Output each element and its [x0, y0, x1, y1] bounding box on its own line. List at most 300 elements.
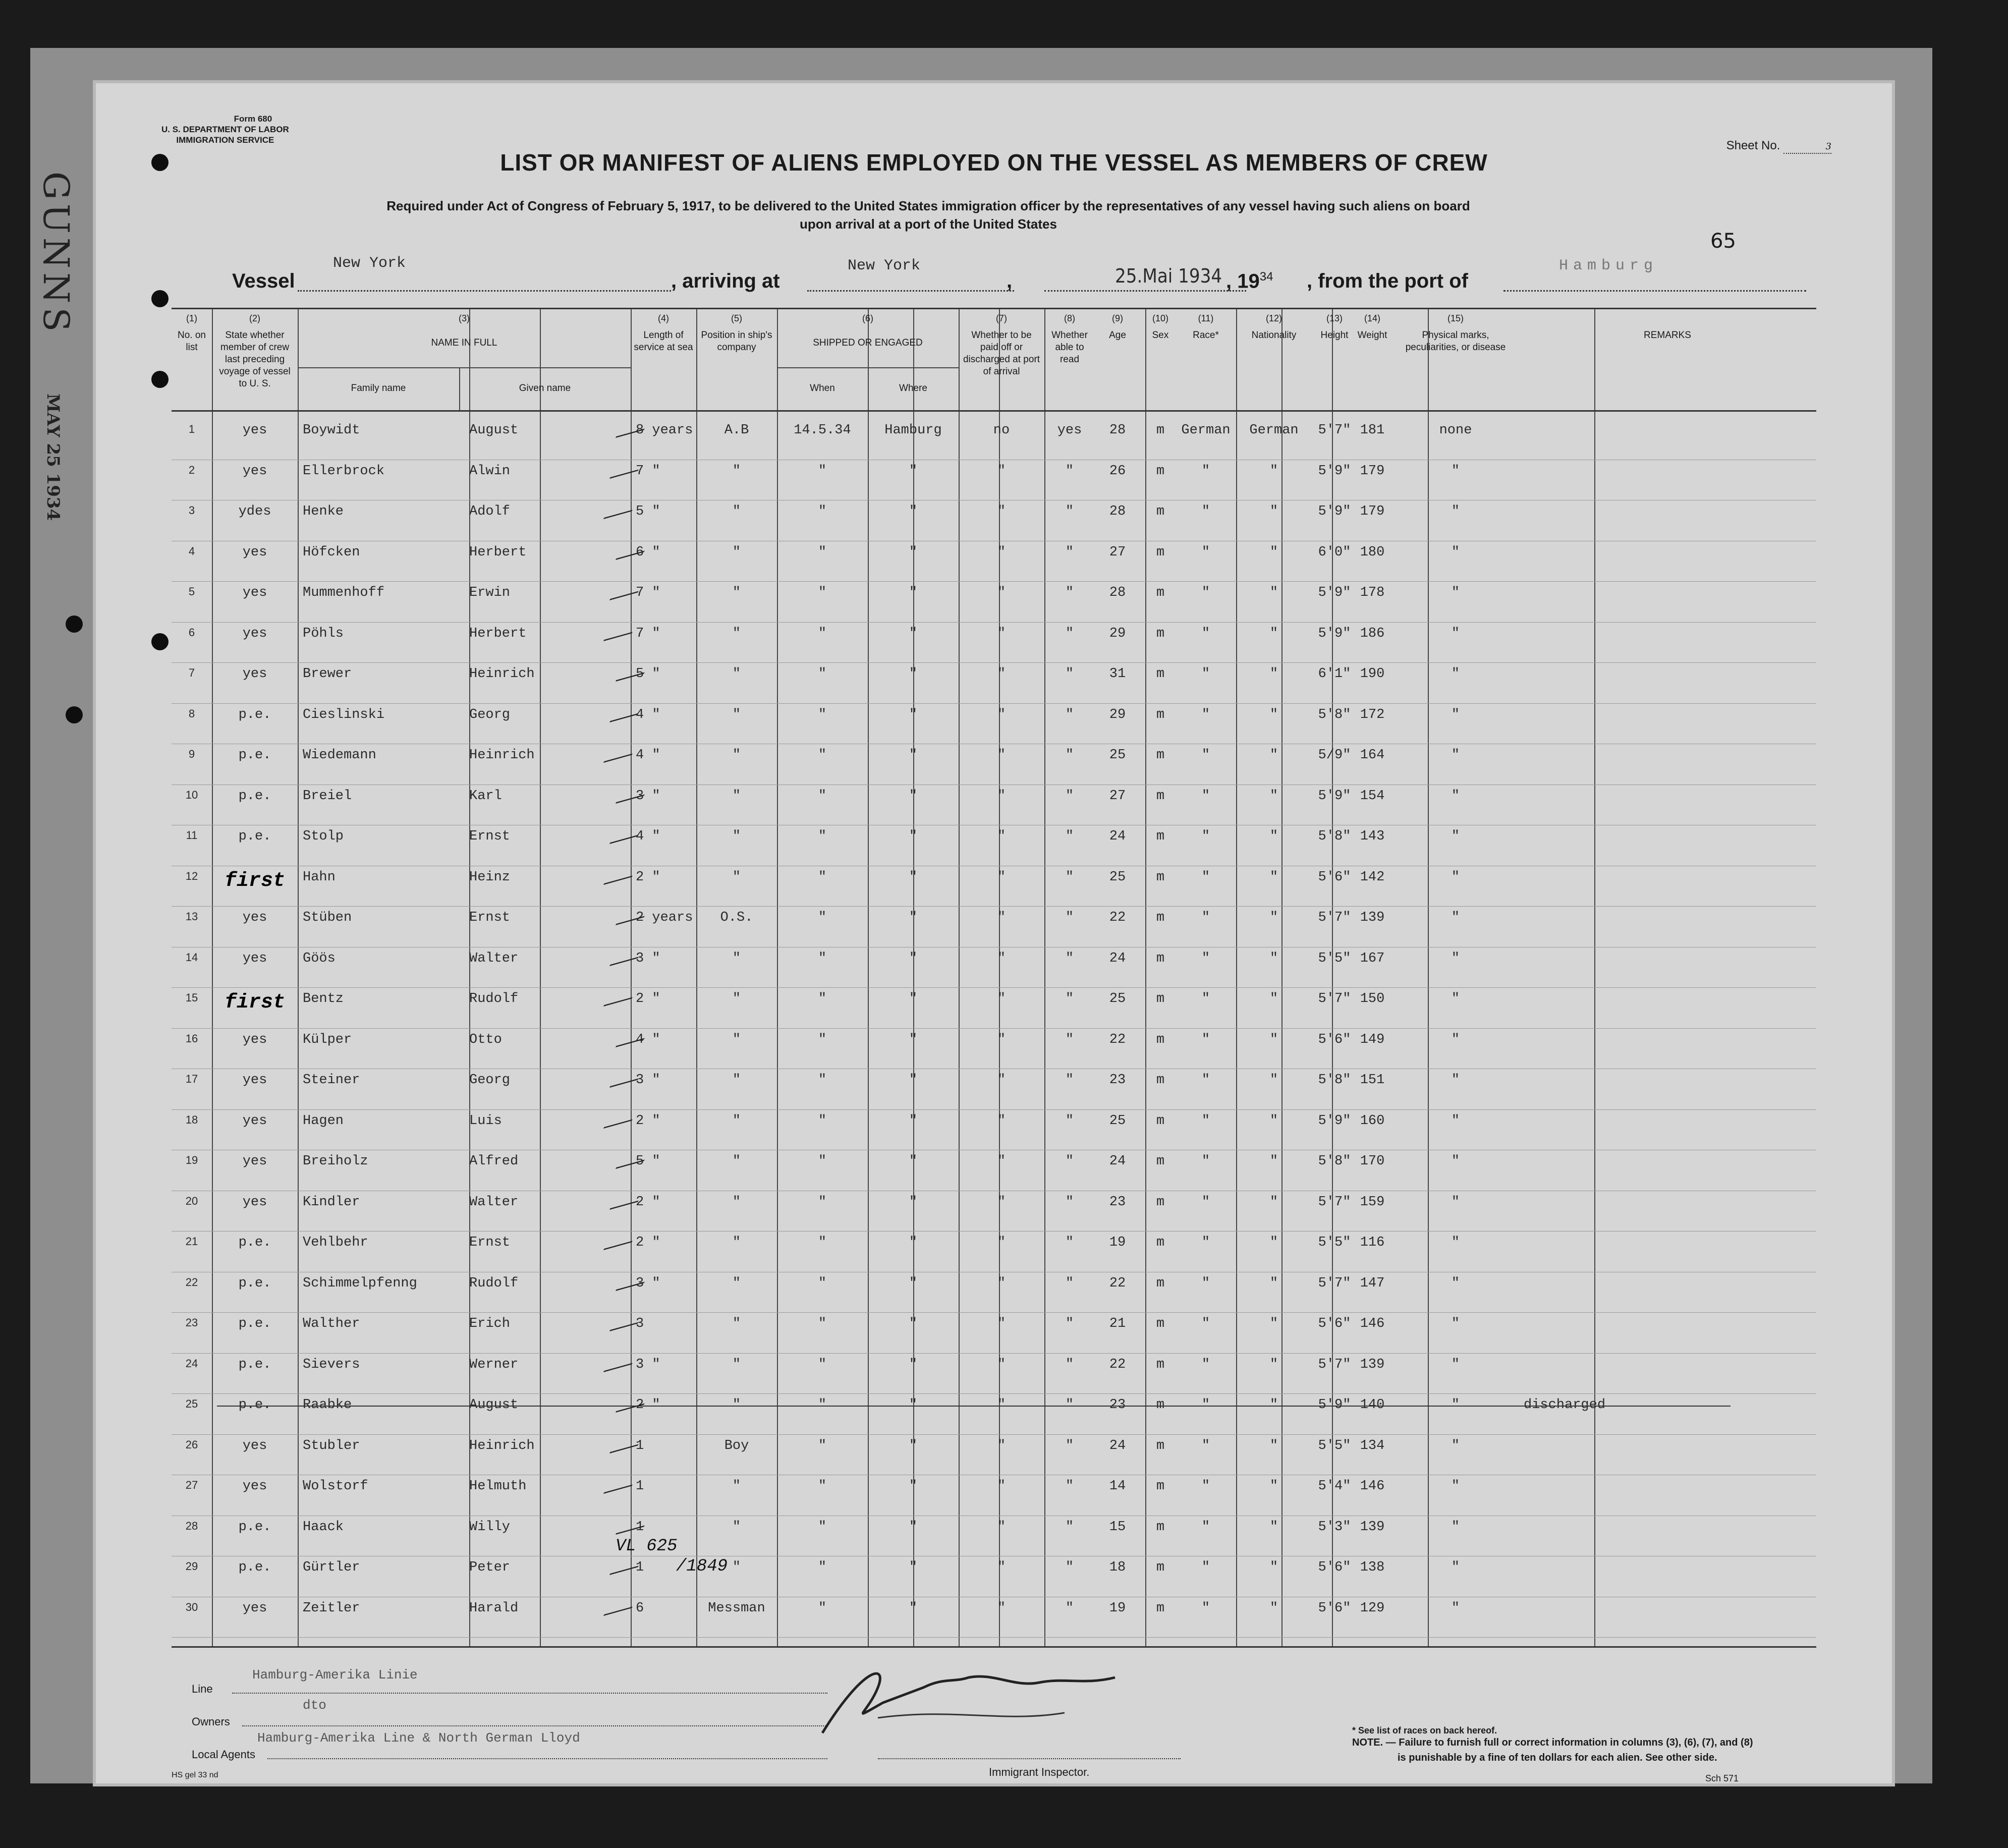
row-when: ": [818, 1479, 827, 1494]
row-sex: m: [1156, 1073, 1165, 1088]
row-position: ": [732, 1397, 741, 1413]
row-service: 2 ": [636, 1397, 660, 1413]
row-height: 6'1": [1318, 666, 1351, 682]
row-given: Luis: [469, 1113, 502, 1129]
row-where: ": [909, 463, 918, 479]
subheader-rule: [298, 367, 631, 368]
row-race: ": [1201, 1275, 1210, 1291]
row-given: Herbert: [469, 626, 527, 641]
row-when: ": [818, 1154, 827, 1169]
row-race: ": [1201, 1316, 1210, 1331]
row-paid: ": [997, 1073, 1006, 1088]
row-weight: 180: [1360, 544, 1385, 560]
row-weight: 167: [1360, 950, 1385, 966]
row-where: ": [909, 950, 918, 966]
row-prev: yes: [242, 1479, 267, 1494]
row-prev: yes: [242, 666, 267, 682]
row-read: ": [1065, 1194, 1074, 1210]
column-subheader: Family name: [351, 383, 406, 394]
row-family: Hahn: [303, 869, 336, 885]
row-rule: [172, 1109, 1816, 1110]
row-service: 7 ": [636, 626, 660, 641]
row-read: ": [1065, 1479, 1074, 1494]
row-when: ": [818, 1357, 827, 1372]
column-number: (1): [186, 313, 197, 323]
row-marks: ": [1451, 788, 1460, 804]
row-position: ": [732, 585, 741, 600]
row-nationality: ": [1269, 1560, 1278, 1575]
row-sex: m: [1156, 1194, 1165, 1210]
print-code: HS gel 33 nd: [172, 1771, 218, 1779]
row-rule: [172, 662, 1816, 663]
row-prev: yes: [242, 1194, 267, 1210]
row-race: ": [1201, 1235, 1210, 1250]
form-number: Form 680: [234, 114, 272, 124]
row-family: Breiel: [303, 788, 352, 804]
agents-value: Hamburg-Amerika Line & North German Lloyd: [257, 1730, 580, 1746]
row-weight: 151: [1360, 1073, 1385, 1088]
row-prev: yes: [242, 1600, 267, 1616]
column-header: Height: [1320, 330, 1349, 341]
vessel-label: Vessel: [232, 270, 295, 292]
row-rule: [172, 1028, 1816, 1029]
vessel-fill: [298, 290, 671, 292]
row-family: Stüben: [303, 910, 352, 925]
row-family: Ellerbrock: [303, 463, 385, 479]
row-weight: 139: [1360, 910, 1385, 925]
row-age: 28: [1109, 504, 1126, 519]
row-prev: p.e.: [238, 1519, 271, 1535]
row-marks: ": [1451, 829, 1460, 844]
row-where: ": [909, 1397, 918, 1413]
row-marks: ": [1451, 666, 1460, 682]
row-age: 25: [1109, 991, 1126, 1006]
line-label: Line: [192, 1683, 213, 1695]
row-remarks: discharged: [1524, 1397, 1606, 1413]
row-nationality: ": [1269, 748, 1278, 763]
row-given: Alwin: [469, 463, 511, 479]
row-weight: 146: [1360, 1479, 1385, 1494]
row-where: ": [909, 1438, 918, 1453]
row-no: 17: [185, 1073, 198, 1085]
row-no: 1: [188, 423, 195, 435]
row-read: ": [1065, 1113, 1074, 1129]
row-nationality: ": [1269, 950, 1278, 966]
row-no: 20: [185, 1194, 198, 1207]
row-marks: ": [1451, 544, 1460, 560]
schedule-code: Sch 571: [1705, 1773, 1739, 1783]
row-sex: m: [1156, 788, 1165, 804]
row-no: 8: [188, 707, 195, 720]
row-race: ": [1201, 1600, 1210, 1616]
row-sex: m: [1156, 829, 1165, 844]
row-height: 5'7": [1318, 1194, 1351, 1210]
row-position: ": [732, 1560, 741, 1575]
column-number: (2): [249, 313, 260, 323]
row-service: 8 years: [636, 423, 693, 438]
row-where: ": [909, 666, 918, 682]
row-paid: ": [997, 950, 1006, 966]
arriving-label: , arriving at: [671, 270, 780, 292]
row-race: ": [1201, 666, 1210, 682]
row-no: 15: [185, 991, 198, 1004]
row-marks: ": [1451, 1357, 1460, 1372]
row-height: 5'6": [1318, 869, 1351, 885]
row-prev: p.e.: [238, 1235, 271, 1250]
row-marks: ": [1451, 1032, 1460, 1047]
row-read: ": [1065, 585, 1074, 600]
subtitle-line-2: upon arrival at a port of the United States: [800, 216, 1057, 232]
row-race: ": [1201, 869, 1210, 885]
vessel-value: New York: [333, 255, 406, 272]
row-rule: [172, 987, 1816, 988]
row-sex: m: [1156, 1357, 1165, 1372]
row-service: 1: [636, 1560, 644, 1575]
row-read: ": [1065, 666, 1074, 682]
row-nationality: ": [1269, 1438, 1278, 1453]
row-nationality: ": [1269, 788, 1278, 804]
row-rule: [172, 1434, 1816, 1435]
row-where: ": [909, 748, 918, 763]
row-where: ": [909, 707, 918, 722]
row-weight: 150: [1360, 991, 1385, 1006]
row-position: Messman: [708, 1600, 765, 1616]
row-given: Adolf: [469, 504, 511, 519]
row-family: Cieslinski: [303, 707, 385, 722]
row-family: Haack: [303, 1519, 344, 1535]
row-when: ": [818, 869, 827, 885]
row-age: 15: [1109, 1519, 1126, 1535]
row-age: 29: [1109, 707, 1126, 722]
column-number: (10): [1152, 313, 1168, 323]
row-family: Gürtler: [303, 1560, 360, 1575]
row-when: ": [818, 463, 827, 479]
row-height: 5'7": [1318, 1275, 1351, 1291]
row-given: Ernst: [469, 829, 511, 844]
row-position: ": [732, 1194, 741, 1210]
row-sex: m: [1156, 666, 1165, 682]
row-where: Hamburg: [884, 423, 942, 438]
row-height: 5'7": [1318, 1357, 1351, 1372]
punch-hole: [151, 633, 169, 650]
row-height: 5'6": [1318, 1316, 1351, 1331]
row-prev: p.e.: [238, 1357, 271, 1372]
row-service: 4 ": [636, 707, 660, 722]
row-paid: ": [997, 1154, 1006, 1169]
row-height: 5'7": [1318, 910, 1351, 925]
row-paid: ": [997, 463, 1006, 479]
row-prev: p.e.: [238, 829, 271, 844]
row-position: ": [732, 748, 741, 763]
row-height: 5'9": [1318, 1397, 1351, 1413]
row-no: 19: [185, 1154, 198, 1166]
row-race: ": [1201, 991, 1210, 1006]
column-number: (6): [862, 313, 873, 323]
row-read: ": [1065, 1275, 1074, 1291]
row-when: ": [818, 788, 827, 804]
row-race: ": [1201, 748, 1210, 763]
row-read: ": [1065, 950, 1074, 966]
row-prev: yes: [242, 1073, 267, 1088]
row-sex: m: [1156, 950, 1165, 966]
row-service: 3: [636, 1316, 644, 1331]
row-weight: 160: [1360, 1113, 1385, 1129]
row-family: Brewer: [303, 666, 352, 682]
row-position: ": [732, 666, 741, 682]
date-value: 25.Mai 1934: [1115, 265, 1222, 287]
row-marks: ": [1451, 991, 1460, 1006]
row-age: 31: [1109, 666, 1126, 682]
row-prev: p.e.: [238, 748, 271, 763]
row-no: 24: [185, 1357, 198, 1370]
row-race: ": [1201, 829, 1210, 844]
row-weight: 149: [1360, 1032, 1385, 1047]
owners-fill: [242, 1725, 827, 1726]
row-nationality: ": [1269, 544, 1278, 560]
row-position: ": [732, 788, 741, 804]
row-service: 4 ": [636, 829, 660, 844]
row-sex: m: [1156, 1560, 1165, 1575]
row-nationality: ": [1269, 1357, 1278, 1372]
column-number: (12): [1265, 313, 1282, 323]
row-when: 14.5.34: [794, 423, 851, 438]
row-nationality: ": [1269, 1073, 1278, 1088]
row-weight: 181: [1360, 423, 1385, 438]
row-sex: m: [1156, 991, 1165, 1006]
row-race: ": [1201, 626, 1210, 641]
column-header: State whether member of crew last preceding voyage of vessel to U. S.: [219, 330, 291, 389]
row-height: 5'7": [1318, 423, 1351, 438]
column-header: Physical marks, peculiarities, or disease: [1405, 330, 1506, 353]
row-when: ": [818, 829, 827, 844]
row-height: 5'3": [1318, 1519, 1351, 1535]
row-family: Mummenhoff: [303, 585, 385, 600]
column-number: (3): [459, 313, 470, 323]
row-nationality: ": [1269, 910, 1278, 925]
row-family: Boywidt: [303, 423, 360, 438]
row-when: ": [818, 991, 827, 1006]
row-paid: ": [997, 1357, 1006, 1372]
row-no: 16: [185, 1032, 198, 1045]
row-paid: ": [997, 869, 1006, 885]
row-paid: ": [997, 504, 1006, 519]
row-paid: ": [997, 1479, 1006, 1494]
row-marks: ": [1451, 1438, 1460, 1453]
row-age: 27: [1109, 544, 1126, 560]
row-sex: m: [1156, 504, 1165, 519]
column-header: Length of service at sea: [634, 330, 693, 353]
row-marks: ": [1451, 1316, 1460, 1331]
form-subtitle: [323, 197, 1534, 233]
row-service: 3 ": [636, 788, 660, 804]
stamp-name: GUNNS: [35, 172, 77, 336]
row-given: Willy: [469, 1519, 511, 1535]
row-given: Werner: [469, 1357, 519, 1372]
row-given: Georg: [469, 1073, 511, 1088]
row-service: 7 ": [636, 463, 660, 479]
row-given: Heinrich: [469, 748, 535, 763]
races-note: * See list of races on back hereof.: [1352, 1725, 1497, 1735]
row-paid: ": [997, 626, 1006, 641]
row-read: ": [1065, 707, 1074, 722]
row-position: ": [732, 1316, 741, 1331]
row-paid: ": [997, 1032, 1006, 1047]
row-paid: ": [997, 829, 1006, 844]
row-family: Höfcken: [303, 544, 360, 560]
row-service: 6: [636, 1600, 644, 1616]
row-no: 12: [185, 869, 198, 882]
row-position: ": [732, 1032, 741, 1047]
row-nationality: ": [1269, 1235, 1278, 1250]
row-family: Hagen: [303, 1113, 344, 1129]
row-service: 2 years: [636, 910, 693, 925]
row-position: ": [732, 991, 741, 1006]
row-family: Kindler: [303, 1194, 360, 1210]
row-where: ": [909, 1357, 918, 1372]
column-header: Position in ship's company: [701, 330, 772, 353]
row-read: ": [1065, 869, 1074, 885]
row-read: ": [1065, 1438, 1074, 1453]
row-position: ": [732, 707, 741, 722]
row-weight: 146: [1360, 1316, 1385, 1331]
row-weight: 147: [1360, 1275, 1385, 1291]
row-nationality: German: [1249, 423, 1299, 438]
row-rule: [172, 1312, 1816, 1313]
row-race: ": [1201, 1560, 1210, 1575]
row-height: 5'9": [1318, 788, 1351, 804]
row-given: Walter: [469, 1194, 519, 1210]
row-position: ": [732, 1073, 741, 1088]
row-weight: 134: [1360, 1438, 1385, 1453]
row-no: 6: [188, 626, 195, 639]
row-service: 4 ": [636, 1032, 660, 1047]
column-number: (14): [1364, 313, 1380, 323]
row-where: ": [909, 1113, 918, 1129]
row-race: ": [1201, 1154, 1210, 1169]
row-nationality: ": [1269, 1519, 1278, 1535]
row-weight: 142: [1360, 869, 1385, 885]
row-no: 11: [186, 829, 198, 842]
row-nationality: ": [1269, 666, 1278, 682]
row-sex: m: [1156, 1275, 1165, 1291]
column-header: SHIPPED OR ENGAGED: [813, 338, 923, 348]
row-given: Erich: [469, 1316, 511, 1331]
row-rule: [172, 703, 1816, 704]
row-no: 27: [185, 1479, 198, 1491]
row-read: ": [1065, 1600, 1074, 1616]
column-number: (4): [658, 313, 669, 323]
row-no: 18: [185, 1113, 198, 1126]
row-nationality: ": [1269, 1316, 1278, 1331]
row-nationality: ": [1269, 1113, 1278, 1129]
row-age: 27: [1109, 788, 1126, 804]
row-rule: [172, 581, 1816, 582]
row-when: ": [818, 748, 827, 763]
row-sex: m: [1156, 1600, 1165, 1616]
row-family: Schimmelpfenng: [303, 1275, 417, 1291]
row-marks: ": [1451, 1479, 1460, 1494]
row-age: 14: [1109, 1479, 1126, 1494]
row-family: Breiholz: [303, 1154, 368, 1169]
row-given: Georg: [469, 707, 511, 722]
column-header: Sex: [1152, 330, 1169, 341]
row-weight: 140: [1360, 1397, 1385, 1413]
row-paid: ": [997, 788, 1006, 804]
row-service: 6 ": [636, 544, 660, 560]
row-marks: none: [1439, 423, 1472, 438]
row-weight: 186: [1360, 626, 1385, 641]
row-sex: m: [1156, 1154, 1165, 1169]
row-where: ": [909, 869, 918, 885]
row-where: ": [909, 1479, 918, 1494]
row-nationality: ": [1269, 504, 1278, 519]
row-prev: p.e.: [238, 788, 271, 804]
row-sex: m: [1156, 1316, 1165, 1331]
row-given: Ernst: [469, 910, 511, 925]
row-prev: yes: [242, 910, 267, 925]
inspector-fill: [878, 1758, 1181, 1759]
row-age: 24: [1109, 1154, 1126, 1169]
row-given: Herbert: [469, 544, 527, 560]
row-position: ": [732, 504, 741, 519]
row-given: August: [469, 1397, 519, 1413]
row-race: ": [1201, 1479, 1210, 1494]
row-marks: ": [1451, 1154, 1460, 1169]
row-nationality: ": [1269, 1194, 1278, 1210]
row-position: ": [732, 1275, 741, 1291]
row-rule: [172, 1353, 1816, 1354]
row-height: 5'9": [1318, 504, 1351, 519]
row-no: 21: [185, 1235, 198, 1248]
row-marks: ": [1451, 463, 1460, 479]
row-sex: m: [1156, 869, 1165, 885]
agents-fill: [267, 1758, 827, 1759]
row-sex: m: [1156, 1235, 1165, 1250]
row-where: ": [909, 788, 918, 804]
note-line-1: NOTE. — Failure to furnish full or correct information in columns (3), (6), (7), and (8): [1352, 1737, 1753, 1748]
row-sex: m: [1156, 585, 1165, 600]
row-when: ": [818, 504, 827, 519]
row-height: 5'5": [1318, 950, 1351, 966]
row-when: ": [818, 1600, 827, 1616]
row-where: ": [909, 585, 918, 600]
row-service: 5 ": [636, 666, 660, 682]
row-position: ": [732, 1479, 741, 1494]
row-position: ": [732, 544, 741, 560]
row-prev: first: [224, 869, 286, 892]
row-read: ": [1065, 1519, 1074, 1535]
row-no: 23: [185, 1316, 198, 1329]
row-no: 30: [185, 1600, 198, 1613]
row-family: Pöhls: [303, 626, 344, 641]
row-weight: 159: [1360, 1194, 1385, 1210]
row-position: A.B: [724, 423, 749, 438]
row-marks: ": [1451, 1397, 1460, 1413]
row-when: ": [818, 950, 827, 966]
row-where: ": [909, 1032, 918, 1047]
row-no: 28: [185, 1519, 198, 1532]
row-height: 5'9": [1318, 1113, 1351, 1129]
row-when: ": [818, 1073, 827, 1088]
column-number: (8): [1064, 313, 1075, 323]
row-service: 2 ": [636, 1235, 660, 1250]
row-when: ": [818, 1316, 827, 1331]
row-paid: ": [997, 748, 1006, 763]
row-age: 22: [1109, 910, 1126, 925]
row-nationality: ": [1269, 463, 1278, 479]
crew-table: [172, 308, 1816, 1648]
row-service: 1: [636, 1519, 644, 1535]
